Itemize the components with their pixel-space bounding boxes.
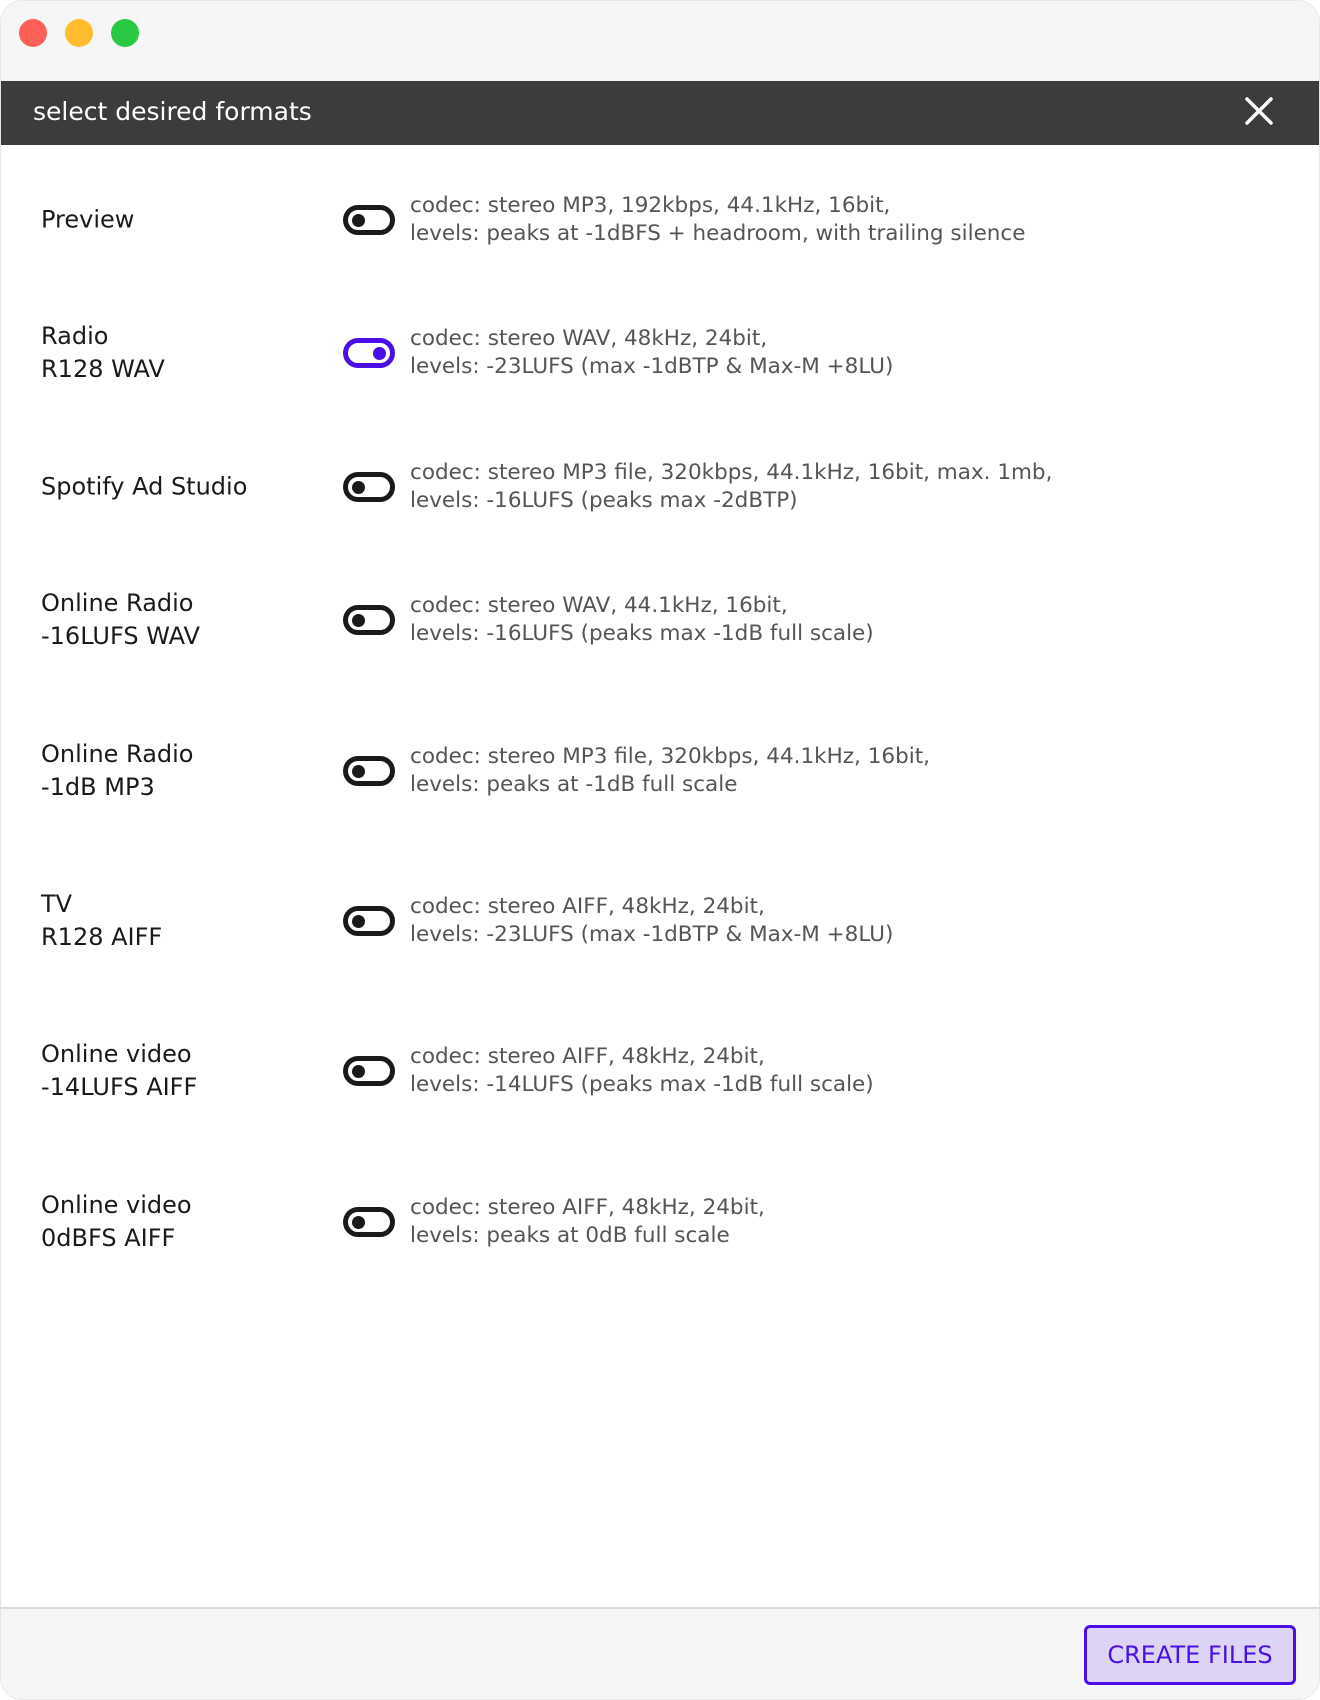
dialog-header	[1, 81, 1319, 145]
format-variant: -16LUFS WAV	[41, 622, 200, 650]
close-icon[interactable]	[1239, 91, 1279, 131]
toggle-knob	[352, 1065, 365, 1078]
codec-text: codec: stereo MP3 file, 320kbps, 44.1kHz, 16bit,	[410, 744, 930, 769]
levels-text: levels: peaks at 0dB full scale	[410, 1223, 730, 1248]
levels-text: levels: -23LUFS (max -1dBTP & Max-M +8LU)	[410, 354, 894, 379]
format-row	[1, 180, 1319, 260]
format-toggle[interactable]	[343, 605, 395, 635]
format-variant: R128 WAV	[41, 355, 165, 383]
codec-text: codec: stereo AIFF, 48kHz, 24bit,	[410, 894, 765, 919]
format-name: Online video	[41, 1040, 192, 1068]
format-variant: -14LUFS AIFF	[41, 1073, 198, 1101]
toggle-knob	[352, 765, 365, 778]
format-variant: -1dB MP3	[41, 773, 155, 801]
format-row	[1, 313, 1319, 393]
format-name: TV	[41, 890, 73, 918]
format-row	[1, 1182, 1319, 1262]
format-label	[41, 1189, 192, 1255]
format-description	[410, 1043, 874, 1099]
format-name: Spotify Ad Studio	[41, 472, 248, 501]
levels-text: levels: -16LUFS (peaks max -2dBTP)	[410, 488, 798, 513]
levels-text: levels: -23LUFS (max -1dBTP & Max-M +8LU)	[410, 922, 894, 947]
format-description	[410, 325, 893, 381]
format-toggle[interactable]	[343, 756, 395, 786]
format-variant: R128 AIFF	[41, 923, 163, 951]
toggle-knob	[352, 1216, 365, 1229]
toggle-knob	[352, 915, 365, 928]
format-label	[41, 1038, 197, 1104]
toggle-knob	[352, 614, 365, 627]
format-name: Online Radio	[41, 740, 194, 768]
format-toggle[interactable]	[343, 906, 395, 936]
codec-text: codec: stereo AIFF, 48kHz, 24bit,	[410, 1044, 765, 1069]
title-bar	[1, 1, 1319, 81]
format-label	[41, 204, 134, 237]
format-toggle[interactable]	[343, 472, 395, 502]
format-row	[1, 1031, 1319, 1111]
format-description	[410, 1194, 765, 1250]
codec-text: codec: stereo MP3 file, 320kbps, 44.1kHz, 16bit, max. 1mb,	[410, 460, 1053, 485]
footer	[1, 1607, 1319, 1699]
format-description	[410, 743, 930, 799]
format-label	[41, 738, 193, 804]
format-row	[1, 731, 1319, 811]
format-description	[410, 192, 1025, 248]
format-row	[1, 580, 1319, 660]
format-name: Online Radio	[41, 589, 194, 617]
format-toggle[interactable]	[343, 1056, 395, 1086]
codec-text: codec: stereo WAV, 48kHz, 24bit,	[410, 326, 768, 351]
format-toggle[interactable]	[343, 1207, 395, 1237]
format-name: Online video	[41, 1191, 192, 1219]
levels-text: levels: -14LUFS (peaks max -1dB full scale)	[410, 1072, 874, 1097]
toggle-knob	[373, 347, 386, 360]
levels-text: levels: -16LUFS (peaks max -1dB full scale)	[410, 621, 874, 646]
format-row	[1, 881, 1319, 961]
create-files-button[interactable]: CREATE FILES	[1084, 1625, 1296, 1685]
format-toggle[interactable]	[343, 205, 395, 235]
format-description	[410, 459, 1052, 515]
format-label	[41, 587, 200, 653]
codec-text: codec: stereo MP3, 192kbps, 44.1kHz, 16bit,	[410, 193, 891, 218]
close-window-button[interactable]	[19, 19, 47, 47]
format-row	[1, 447, 1319, 527]
toggle-knob	[352, 481, 365, 494]
format-name: Preview	[41, 205, 135, 234]
format-description	[410, 893, 893, 949]
codec-text: codec: stereo AIFF, 48kHz, 24bit,	[410, 1195, 765, 1220]
format-label	[41, 888, 162, 954]
format-label	[41, 320, 165, 386]
levels-text: levels: peaks at -1dBFS + headroom, with trailing silence	[410, 221, 1026, 246]
zoom-window-button[interactable]	[111, 19, 139, 47]
codec-text: codec: stereo WAV, 44.1kHz, 16bit,	[410, 593, 788, 618]
format-toggle[interactable]	[343, 338, 395, 368]
levels-text: levels: peaks at -1dB full scale	[410, 772, 738, 797]
format-variant: 0dBFS AIFF	[41, 1224, 176, 1252]
format-description	[410, 592, 874, 648]
dialog-title: select desired formats	[33, 97, 312, 126]
minimize-window-button[interactable]	[65, 19, 93, 47]
toggle-knob	[352, 214, 365, 227]
format-name: Radio	[41, 322, 109, 350]
format-label	[41, 471, 247, 504]
